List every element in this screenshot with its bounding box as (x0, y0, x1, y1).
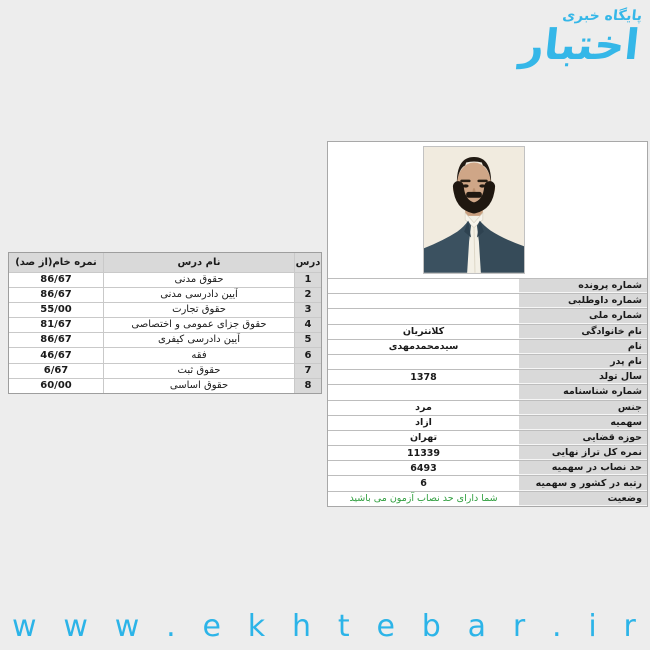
detail-value: سیدمحمدمهدی (388, 341, 459, 353)
detail-row-candidate-number (328, 293, 647, 308)
watermark-char: r (623, 609, 636, 644)
grade-course-name: حقوق جزای عمومی و اختصاصی (104, 318, 295, 332)
watermark-char: w (12, 609, 37, 644)
detail-row-birth-year (328, 369, 647, 384)
watermark-char: t (337, 609, 350, 644)
detail-row-gender (328, 400, 647, 415)
grades-table (8, 252, 322, 394)
detail-label: وضعیت (519, 492, 647, 506)
grade-course-number: 5 (295, 333, 321, 347)
detail-value: ازاد (415, 417, 432, 429)
grades-header-name: نام درس (104, 253, 295, 272)
detail-row-quota (328, 415, 647, 430)
detail-row-status (328, 491, 647, 506)
grade-course-number: 6 (295, 348, 321, 362)
grade-course-number: 4 (295, 318, 321, 332)
detail-label: سهمیه (519, 416, 647, 430)
detail-value: مرد (415, 402, 432, 414)
detail-value: 1378 (410, 371, 437, 383)
detail-label: شماره شناسنامه (519, 385, 647, 399)
detail-label: نام پدر (519, 355, 647, 369)
logo-wordmark: اختبار (517, 20, 642, 69)
detail-row-national-id (328, 308, 647, 323)
grades-header-num: درس (295, 253, 321, 272)
grade-course-name: حقوق تجارت (104, 303, 295, 317)
watermark-char: i (588, 609, 597, 644)
watermark-char: a (467, 609, 486, 644)
watermark-char: b (421, 609, 441, 644)
detail-label: حوزه قضایی (519, 431, 647, 445)
detail-row-rank (328, 475, 647, 490)
detail-row-certificate-number (328, 384, 647, 399)
grade-course-number: 2 (295, 288, 321, 302)
grade-course-name: حقوق ثبت (104, 364, 295, 378)
grade-score: 55/00 (9, 303, 104, 317)
watermark-char: w (114, 609, 140, 644)
table-row (9, 272, 321, 287)
watermark-char: e (202, 609, 221, 644)
detail-value (328, 309, 519, 323)
grade-score: 86/67 (9, 333, 104, 347)
detail-label: نمره کل تراز نهایی (519, 446, 647, 460)
detail-row-last-name (328, 324, 647, 339)
grades-header-row (9, 253, 321, 272)
detail-label: نام (519, 340, 647, 354)
detail-value: تهران (409, 432, 438, 444)
detail-label: رتبه در کشور و سهمیه (519, 476, 647, 490)
detail-row-total-score (328, 445, 647, 460)
detail-value (328, 385, 519, 399)
grade-score: 81/67 (9, 318, 104, 332)
detail-value: 6 (420, 478, 427, 490)
detail-value (328, 355, 519, 369)
status-message: شما دارای حد نصاب آزمون می باشید (349, 493, 498, 505)
ekhtebar-logo (517, 8, 644, 69)
detail-label: سال تولد (519, 370, 647, 384)
grade-score: 46/67 (9, 348, 104, 362)
detail-label: نام خانوادگی (519, 325, 647, 339)
grade-course-name: آیین دادرسی کیفری (104, 333, 295, 347)
watermark-char: w (63, 609, 88, 644)
grade-course-number: 3 (295, 303, 321, 317)
watermark-char: r (512, 609, 526, 644)
photo-row (328, 142, 647, 278)
detail-value: 6493 (410, 462, 437, 474)
detail-value (328, 294, 519, 308)
logo-tagline: پایگاه خبری (561, 8, 644, 24)
detail-label: شماره ملی (519, 309, 647, 323)
detail-label: شماره پرونده (519, 279, 647, 293)
grade-score: 86/67 (9, 273, 104, 287)
watermark-char: k (247, 609, 266, 644)
grade-course-name: حقوق اساسی (104, 379, 295, 393)
table-row (9, 378, 321, 393)
detail-label: حد نصاب در سهمیه (519, 461, 647, 475)
detail-row-judicial-district (328, 430, 647, 445)
detail-value: کلانتریان (402, 326, 445, 338)
portrait-illustration (424, 147, 524, 273)
grade-course-number: 7 (295, 364, 321, 378)
watermark-char: . (552, 609, 562, 644)
table-row (9, 347, 321, 362)
site-watermark (12, 608, 636, 646)
grade-course-name: حقوق مدنی (104, 273, 295, 287)
detail-row-file-number (328, 278, 647, 293)
grade-score: 60/00 (9, 379, 104, 393)
detail-label: شماره داوطلبی (519, 294, 647, 308)
detail-row-father-name (328, 354, 647, 369)
watermark-char: . (166, 609, 176, 644)
candidate-photo (423, 146, 525, 274)
grade-course-name: فقه (104, 348, 295, 362)
grade-course-name: آیین دادرسی مدنی (104, 288, 295, 302)
grades-header-score: نمره خام(از صد) (9, 253, 104, 272)
table-row (9, 287, 321, 302)
detail-row-first-name (328, 339, 647, 354)
detail-row-quota-threshold (328, 460, 647, 475)
table-row (9, 317, 321, 332)
grade-score: 86/67 (9, 288, 104, 302)
table-row (9, 332, 321, 347)
watermark-char: e (376, 609, 395, 644)
detail-label: جنس (519, 401, 647, 415)
watermark-char: h (292, 609, 312, 644)
detail-value: 11339 (406, 447, 441, 459)
detail-value (328, 279, 519, 293)
table-row (9, 302, 321, 317)
grade-course-number: 1 (295, 273, 321, 287)
grade-score: 6/67 (9, 364, 104, 378)
grade-course-number: 8 (295, 379, 321, 393)
table-row (9, 363, 321, 378)
candidate-result-panel (327, 141, 648, 507)
